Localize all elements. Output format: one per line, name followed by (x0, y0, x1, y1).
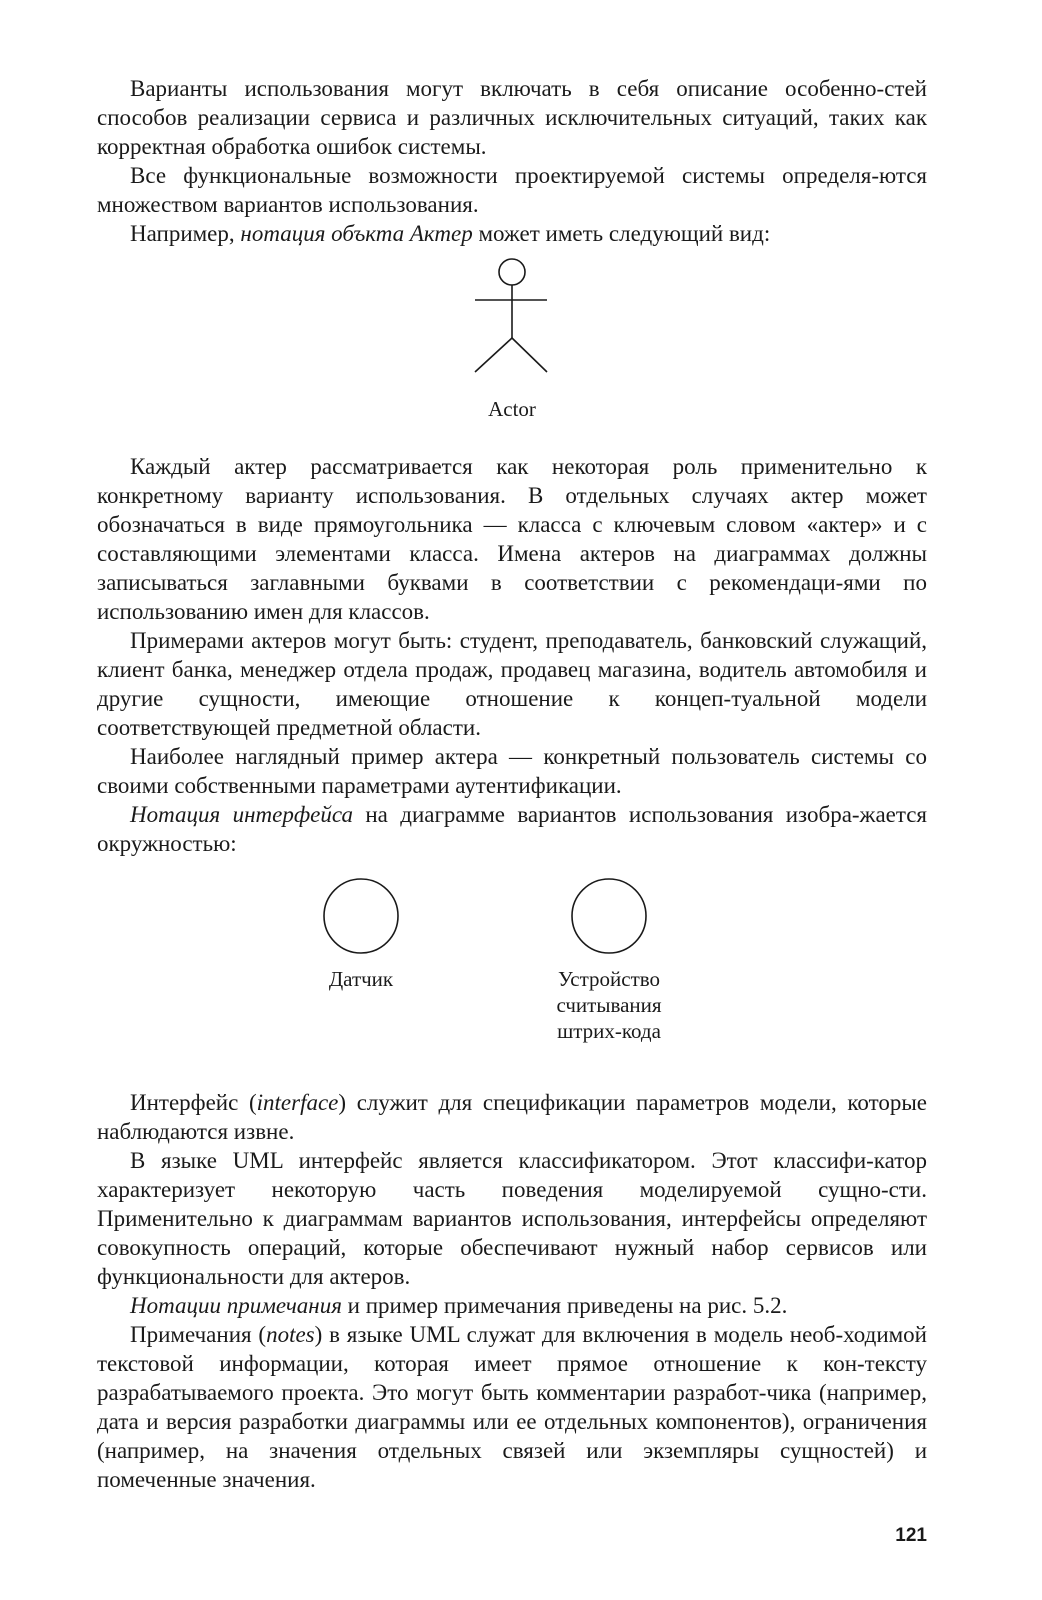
paragraph-functional-capabilities: Все функциональные возможности проектируемой системы определя-ются множеством вариантов использования. (97, 163, 927, 217)
paragraph-notes-notation (97, 1291, 927, 1320)
actor-intro-after: может иметь следующий вид: (472, 221, 771, 246)
paragraph-actor-role: Каждый актер рассматривается как некоторая роль применительно к конкретному варианту использования. В отдельных случаях актер может обозначаться в виде прямоугольника — класса с ключевым словом «актер» и с составляющими элементами класса. Имена актеров на диаграммах должны записываться заглавными буквами в соответствии с рекомендаци-ями по использованию имен для классов. (97, 454, 927, 624)
paragraph-use-cases-features: Варианты использования могут включать в себя описание особенно-стей способов реализации сервиса и различных исключительных ситуаций, таких как корректная обработка ошибок системы. (97, 76, 927, 159)
interface-figure (97, 858, 927, 1088)
interface-circle-icon (321, 876, 401, 956)
page-body (97, 74, 927, 1494)
notes-after: ) в языке UML служат для включения в модель необ-ходимой текстовой информации, которая имеет прямое отношение к кон-тексту разрабатываемого проекта. Это могут быть комментарии разработ-чика (например, дата и версия разработки диаграммы или ее отдельных компонентов), ограничения (например, на значения отдельных связей или экземпляры сущностей) и помеченные значения. (97, 1322, 927, 1492)
interface-def-before: Интерфейс ( (130, 1090, 257, 1115)
notes-notation-term: Нотации примечания (130, 1293, 342, 1318)
paragraph-actor-examples: Примерами актеров могут быть: студент, преподаватель, банковский служащий, клиент банка, менеджер отдела продаж, продавец магазина, водитель автомобиля и другие сущности, имеющие отношение к концеп-туальной модели соответствующей предметной области. (97, 628, 927, 740)
interface-label-sensor: Датчик (328, 967, 394, 991)
notes-term: notes (266, 1322, 315, 1347)
interface-circle-icon (569, 876, 649, 956)
actor-intro-before: Например, (130, 221, 241, 246)
notes-notation-after: и пример примечания приведены на рис. 5.2. (341, 1293, 788, 1318)
paragraph-uml-interface: В языке UML интерфейс является классификатором. Этот классифи-катор характеризует некоторую часть поведения моделируемой сущно-сти. Применительно к диаграммам вариантов использования, интерфейсы определяют совокупность операций, которые обеспечивают нужный набор сервисов или функциональности для актеров. (97, 1148, 927, 1289)
interface-barcode-reader (509, 876, 709, 1044)
paragraph-interface-definition (97, 1088, 927, 1146)
interface-label-barcode-reader: Устройство считывания штрих-кода (556, 967, 662, 1043)
paragraph-interface-notation (97, 800, 927, 858)
interface-notation-term: Нотация интерфейса (130, 802, 353, 827)
interface-def-after: ) служит для спецификации параметров модели, которые наблюдаются извне. (97, 1090, 927, 1144)
interface-sensor (261, 876, 461, 992)
actor-stick-figure-icon (469, 258, 555, 398)
paragraph-notes (97, 1320, 927, 1494)
paragraph-actor-visual-example: Наиболее наглядный пример актера — конкретный пользователь системы со своими собственными параметрами аутентификации. (97, 744, 927, 798)
interface-term: interface (256, 1090, 339, 1115)
notes-before: Примечания ( (130, 1322, 267, 1347)
actor-figure (97, 248, 927, 452)
page-number: 121 (895, 1525, 927, 1546)
interface-intro-after: на диаграмме вариантов использования изобра-жается окружностью: (97, 802, 927, 856)
paragraph-actor-example-intro (97, 219, 927, 248)
actor-notation-term: нотация объкта Актер (240, 221, 473, 246)
actor-label: Actor (488, 397, 536, 421)
